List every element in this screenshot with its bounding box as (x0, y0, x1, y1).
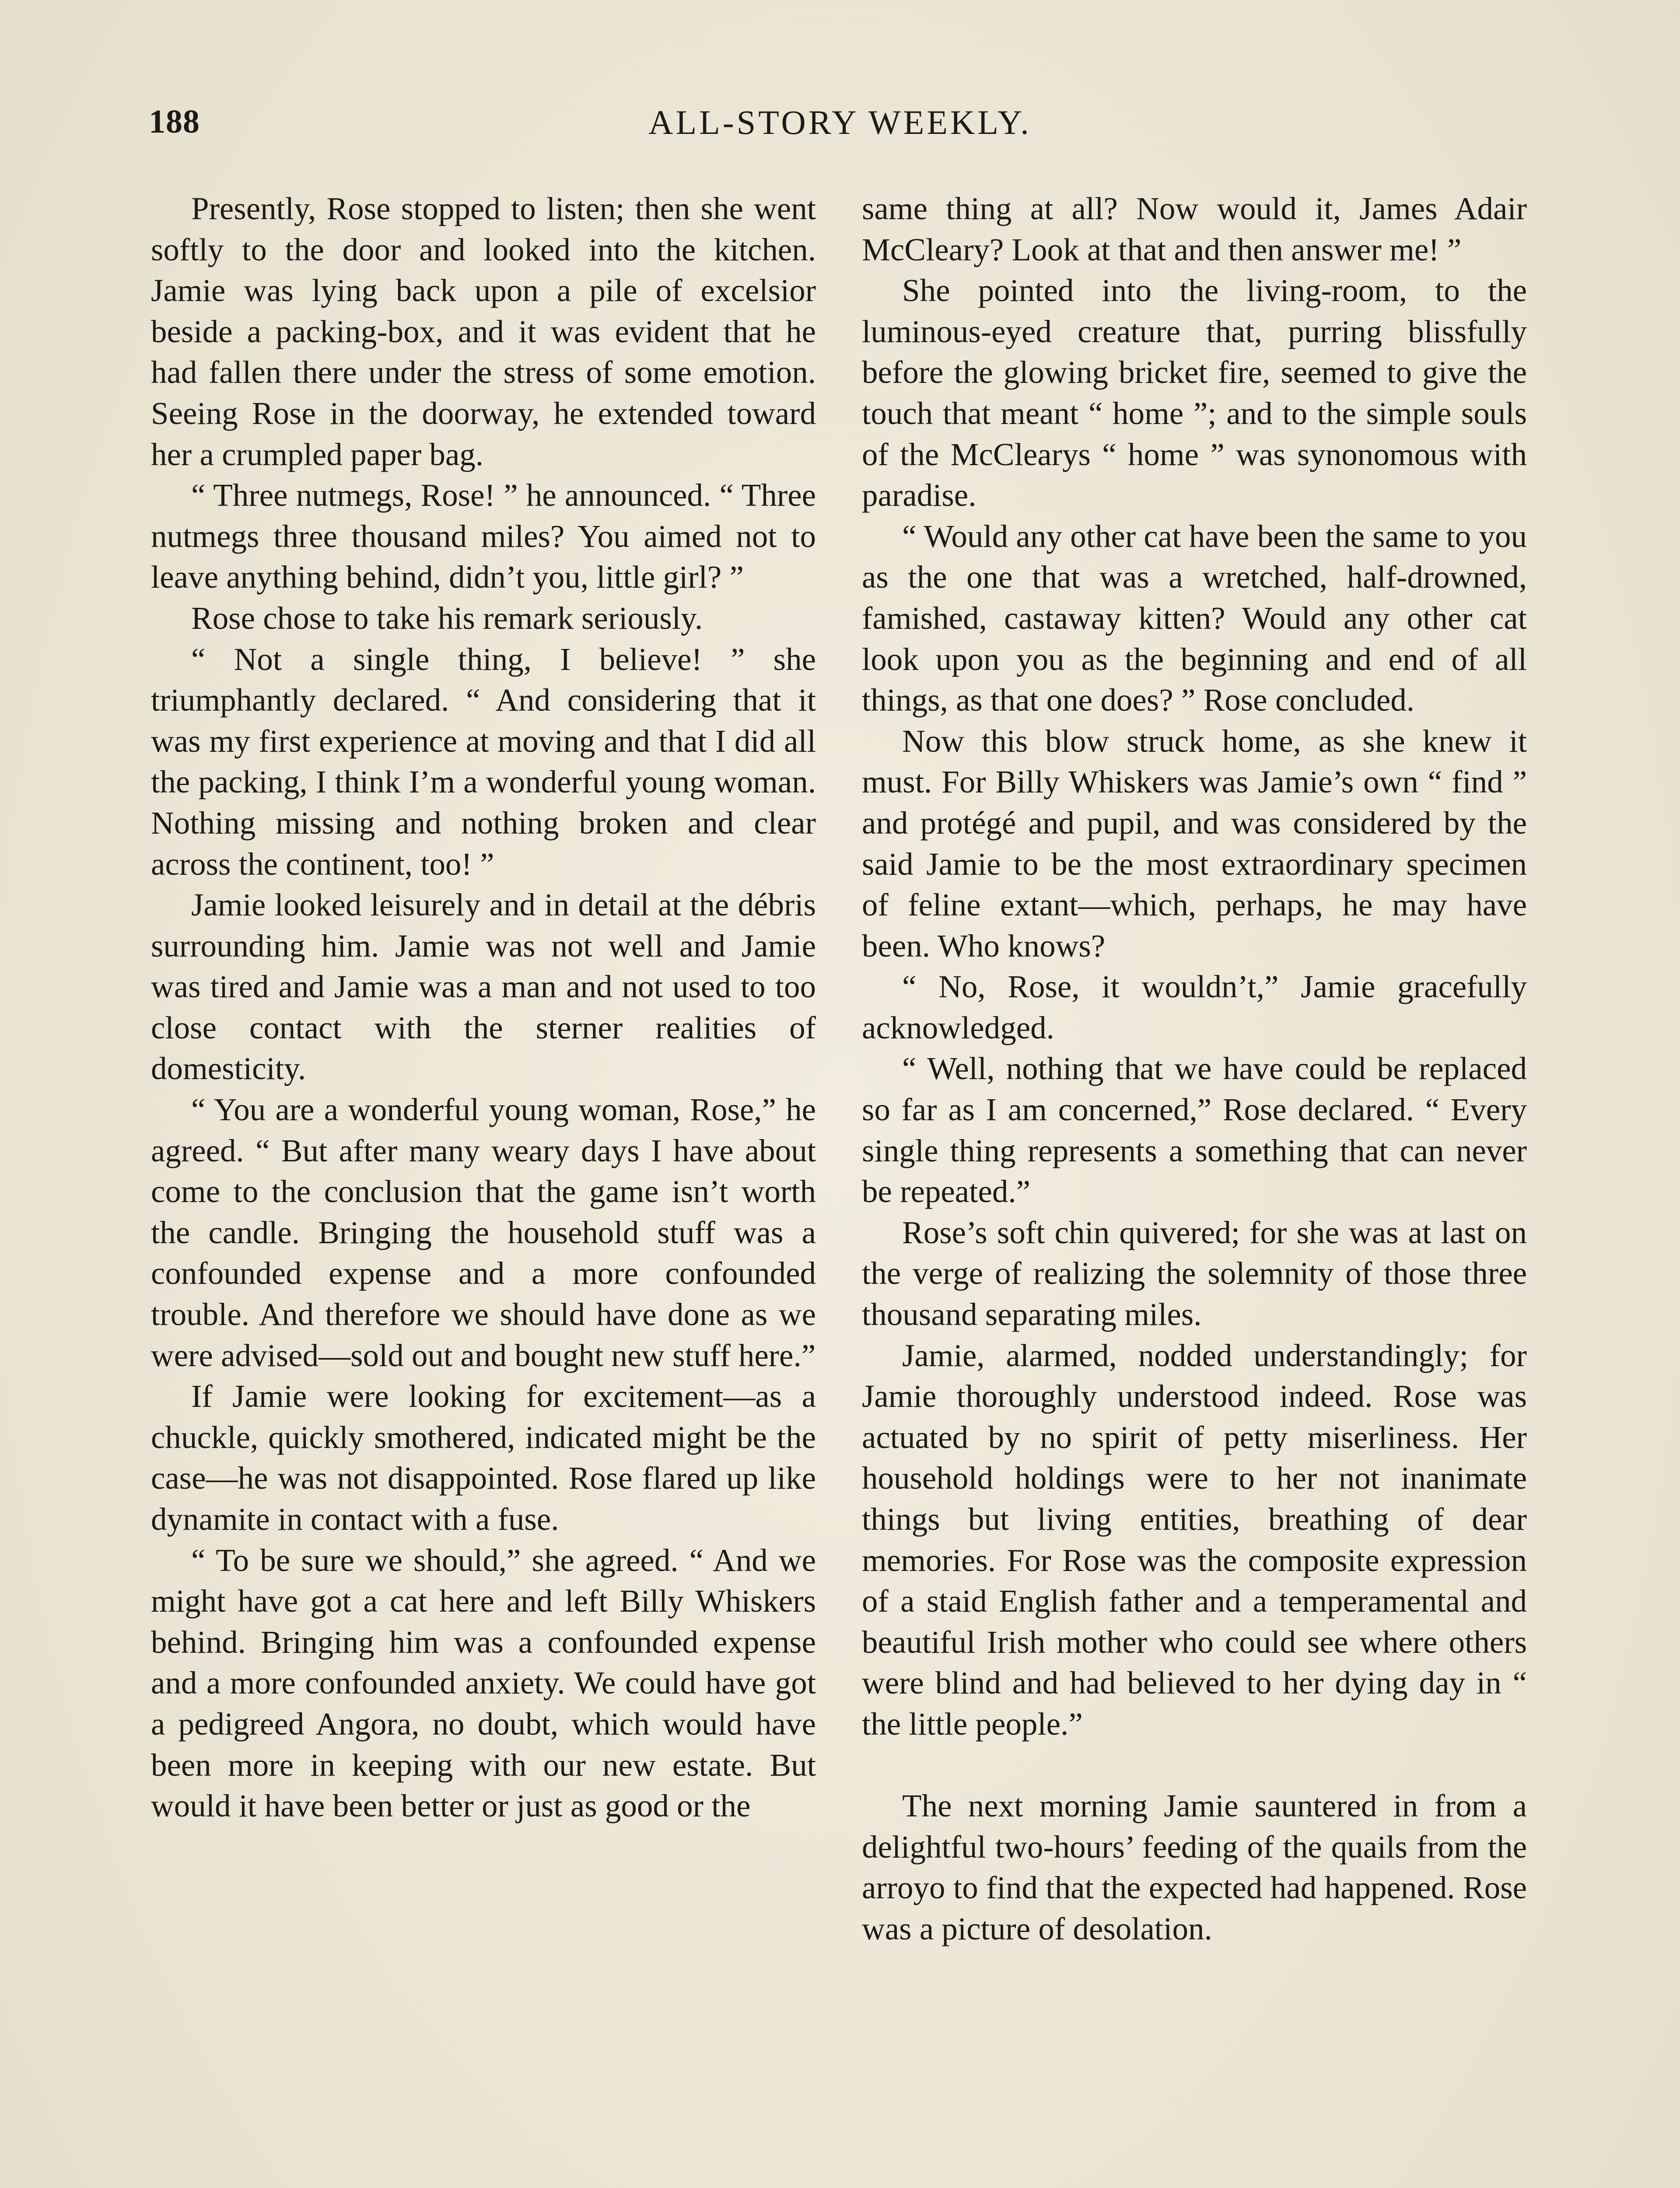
magazine-title: ALL-STORY WEEKLY. (648, 103, 1032, 141)
page-number: 188 (149, 103, 200, 140)
paragraph: Rose’s soft chin quivered; for she was at last on the verge of realizing the solemnity of those three thousand separating miles. (862, 1214, 1527, 1332)
paragraph-after-break: The next morning Jamie sauntered in from a delightful two-hours’ feeding of the quails from the arroyo to find that the expected had happened. Rose was a picture of desolation. (862, 1788, 1527, 1946)
paragraph: Presently, Rose stopped to listen; then she went softly to the door and looked into the kitchen. Jamie was lying back upon a pile of excelsior beside a packing-box, and it was evident that he had fallen there under the stress of some emotion. Seeing Rose in the doorway, he extended toward her a crumpled paper bag. (151, 191, 816, 472)
paragraph: “ To be sure we should,” she agreed. “ And we might have got a cat here and left Billy Whiskers behind. Bringing him was a confounded expense and a more confounded anxiety. We could have got a pedigreed Angora, no doubt, which would have been more in keeping with our new estate. But would it have been better or just as good or the (151, 1542, 816, 1824)
paragraph: Now this blow struck home, as she knew it must. For Billy Whiskers was Jamie’s own “ find ” and protégé and pupil, and was considered by the said Jamie to be the most extraordinary specimen of feline extant—which, perhaps, he may have been. Who knows? (862, 723, 1527, 964)
continued-paragraph: same thing at all? Now would it, James Adair McCleary? Look at that and then answer me! ” (862, 191, 1527, 267)
paragraph: “ You are a wonderful young woman, Rose,” he agreed. “ But after many weary days I have about come to the conclusion that the game isn’t worth the candle. Bringing the household stuff was a confounded expense and a more confounded trouble. And therefore we should have done as we were advised—sold out and bought new stuff here.” (151, 1092, 816, 1373)
paragraph: “ Not a single thing, I believe! ” she triumphantly declared. “ And considering that it was my first experience at moving and that I did all the packing, I think I’m a wonderful young woman. Nothing missing and nothing broken and clear across the continent, too! ” (151, 641, 816, 882)
paragraph: If Jamie were looking for excitement—as a chuckle, quickly smothered, indicated might be the case—he was not disappointed. Rose flared up like dynamite in contact with a fuse. (151, 1378, 816, 1537)
paragraph: Jamie looked leisurely and in detail at the débris surrounding him. Jamie was not well and Jamie was tired and Jamie was a man and not used to too close contact with the sterner realities of domesticity. (151, 887, 816, 1087)
paragraph: Jamie, alarmed, nodded understandingly; for Jamie thoroughly understood indeed. Rose was actuated by no spirit of petty miserliness. Her household holdings were to her not inanimate things but living entities, breathing of dear memories. For Rose was the composite expression of a staid English father and a temperamental and beautiful Irish mother who could see where others were blind and had believed to her dying day in “ the little people.” (862, 1337, 1527, 1742)
paragraph: “ Three nutmegs, Rose! ” he announced. “ Three nutmegs three thousand miles? You aimed not to leave anything behind, didn’t you, little girl? ” (151, 477, 816, 595)
paragraph: Rose chose to take his remark seriously. (191, 600, 703, 636)
left-column (151, 188, 816, 1827)
paragraph: “ Would any other cat have been the same to you as the one that was a wretched, half-drowned, famished, castaway kitten? Would any other cat look upon you as the beginning and end of all things, as that one does? ” Rose concluded. (862, 518, 1527, 718)
paragraph: She pointed into the living-room, to the luminous-eyed creature that, purring blissfully before the glowing bricket fire, seemed to give the touch that meant “ home ”; and to the simple souls of the McClearys “ home ” was synonomous with paradise. (862, 273, 1527, 513)
paragraph: “ Well, nothing that we have could be replaced so far as I am concerned,” Rose declared. “ Every single thing represents a something that can never be repeated.” (862, 1051, 1527, 1210)
paragraph: “ No, Rose, it wouldn’t,” Jamie gracefully acknowledged. (862, 969, 1527, 1045)
right-column (862, 188, 1527, 1950)
page-header (149, 98, 1531, 151)
